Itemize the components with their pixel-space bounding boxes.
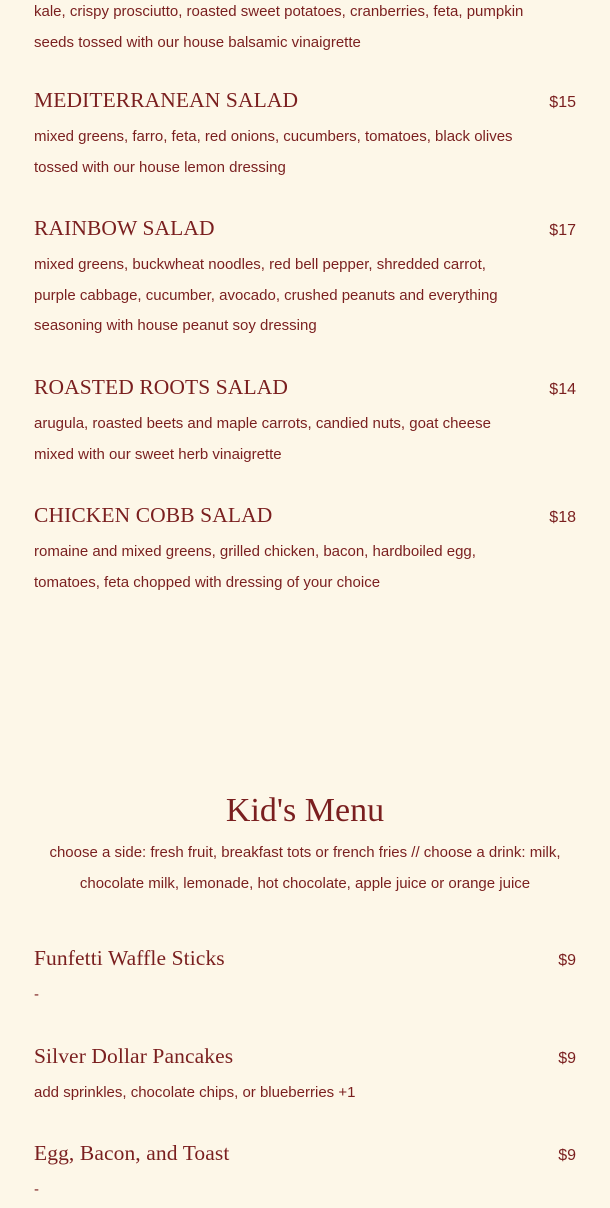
menu-item-price: $18 xyxy=(549,509,576,526)
menu-item xyxy=(34,88,576,183)
menu-item xyxy=(34,503,576,598)
menu-item-name: CHICKEN COBB SALAD xyxy=(34,503,273,527)
menu-item-name: ROASTED ROOTS SALAD xyxy=(34,375,288,399)
menu-item xyxy=(34,375,576,470)
menu-item-description: romaine and mixed greens, grilled chicken, bacon, hardboiled egg, tomatoes, feta chopped with dressing of your choice xyxy=(34,543,476,591)
section-description: choose a side: fresh fruit, breakfast tots or french fries // choose a drink: milk, chocolate milk, lemonade, hot chocolate, apple juice or orange juice xyxy=(49,844,561,892)
menu-item-name: Silver Dollar Pancakes xyxy=(34,1044,234,1068)
menu-item-price: $17 xyxy=(549,222,576,239)
section-title: Kid's Menu xyxy=(225,792,385,829)
menu-item-price: $9 xyxy=(558,952,576,969)
menu-item xyxy=(34,946,576,1011)
menu-item-description: arugula, roasted beets and maple carrots, candied nuts, goat cheese mixed with our sweet herb vinaigrette xyxy=(34,415,491,463)
menu-item-price: $15 xyxy=(549,94,576,111)
menu-item-description: - xyxy=(34,1181,39,1198)
menu-item-description: mixed greens, farro, feta, red onions, cucumbers, tomatoes, black olives tossed with our house lemon dressing xyxy=(34,128,513,176)
menu-item-price: $14 xyxy=(549,381,576,398)
menu-item-name: Egg, Bacon, and Toast xyxy=(34,1141,230,1165)
menu-item-name: RAINBOW SALAD xyxy=(34,216,215,240)
menu-item-description: - xyxy=(34,986,39,1003)
menu-item-description: mixed greens, buckwheat noodles, red bell pepper, shredded carrot, purple cabbage, cucumber, avocado, crushed peanuts and everything seasoning with house peanut soy dressing xyxy=(34,256,498,334)
menu-item-description: add sprinkles, chocolate chips, or blueberries +1 xyxy=(34,1084,356,1101)
menu-item xyxy=(34,216,576,342)
menu-item-price: $9 xyxy=(558,1050,576,1067)
menu-item-name: MEDITERRANEAN SALAD xyxy=(34,88,299,112)
menu-item xyxy=(34,1141,576,1206)
menu-item xyxy=(34,1044,576,1109)
menu-item-name: Funfetti Waffle Sticks xyxy=(34,946,225,970)
menu-item-price: $9 xyxy=(558,1147,576,1164)
salad-description: kale, crispy prosciutto, roasted sweet potatoes, cranberries, feta, pumpkin seeds tossed with our house balsamic vinaigrette xyxy=(34,3,524,51)
